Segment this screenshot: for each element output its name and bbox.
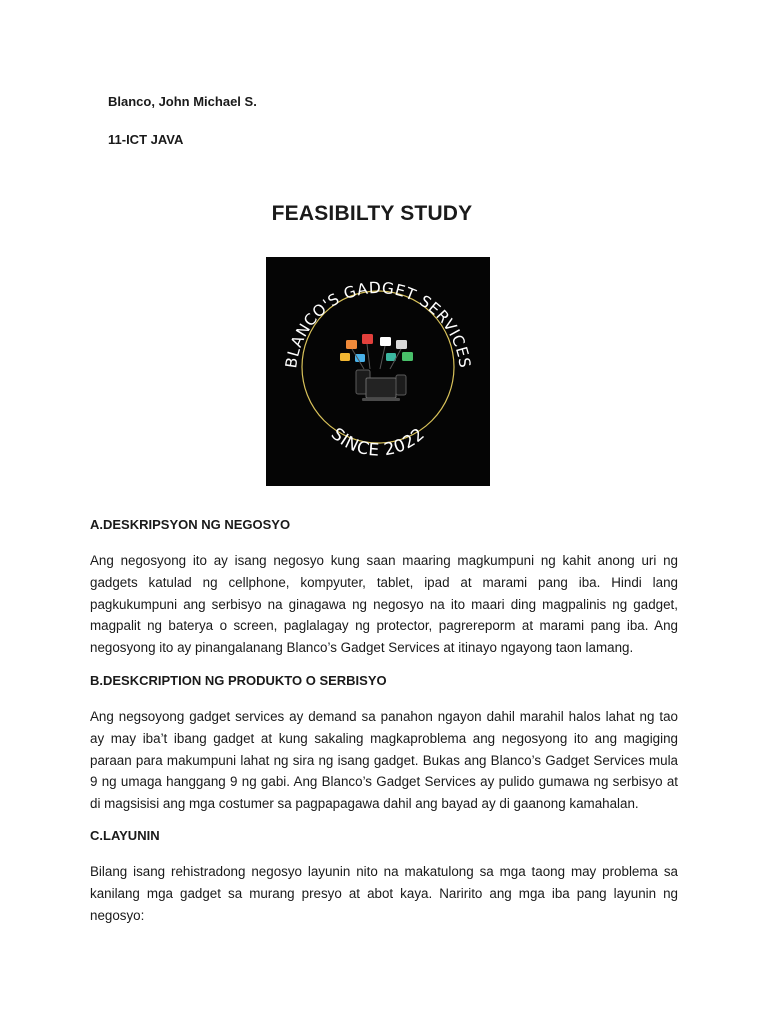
document-title: FEASIBILTY STUDY (271, 202, 473, 225)
section-body-layunin: Bilang isang rehistradong negosyo layunin nito na makatulong sa mga taong may problema sa kanilang mga gadget sa murang presyo at abot kaya. Naririto ang mga iba pang layunin ng negosyo: (90, 864, 678, 923)
business-logo (266, 257, 490, 486)
section-heading-layunin: C.LAYUNIN (90, 828, 160, 843)
gadget-devices-icon (340, 334, 413, 401)
section-heading-descripsyon: A.DESKRIPSYON NG NEGOSYO (90, 517, 291, 532)
logo-top-text: BLANCO'S GADGET SERVICES (282, 278, 474, 370)
section-body-descripsyon: Ang negosyong ito ay isang negosyo kung saan maaring magkumpuni ng kahit anong uri ng gadgets katulad ng cellphone, kompyuter, tablet, ipad at marami pang iba. Hindi lang pagkukumpuni ang serbisyo na ginagawa ng negosyo na ito maari ding magpalinis ng gadget, magpalit ng baterya o screen, paglalagay ng protector, pagrereporm at marami pang iba. Ang negosyong ito ay pinangalanang Blanco’s Gadget Services at itinayo ngayong taon lamang. (90, 553, 678, 656)
section-body-produkto: Ang negsoyong gadget services ay demand sa panahon ngayon dahil marahil halos lahat ng tao ay may iba’t ibang gadget at kung sakaling magkaproblema ang negosyong ito ang magiging paraan para makumpuni lahat ng sira ng isang gadget. Bukas ang Blanco’s Gadget Services mula 9 ng umaga hanggang 9 ng gabi. Ang Blanco’s Gadget Services ay pulido gumawa ng serbisyo at di magsisisi ang mga costumer sa pagpapagawa dahil ang bayad ay di gaanong kamahalan. (90, 709, 678, 812)
logo-bottom-text: SINCE 2022 (327, 424, 429, 461)
section-heading-produkto: B.DESKCRIPTION NG PRODUKTO O SERBISYO (90, 673, 387, 688)
author-name: Blanco, John Michael S. (108, 94, 257, 109)
class-section: 11-ICT JAVA (108, 132, 184, 147)
logo-graphic (266, 257, 490, 486)
